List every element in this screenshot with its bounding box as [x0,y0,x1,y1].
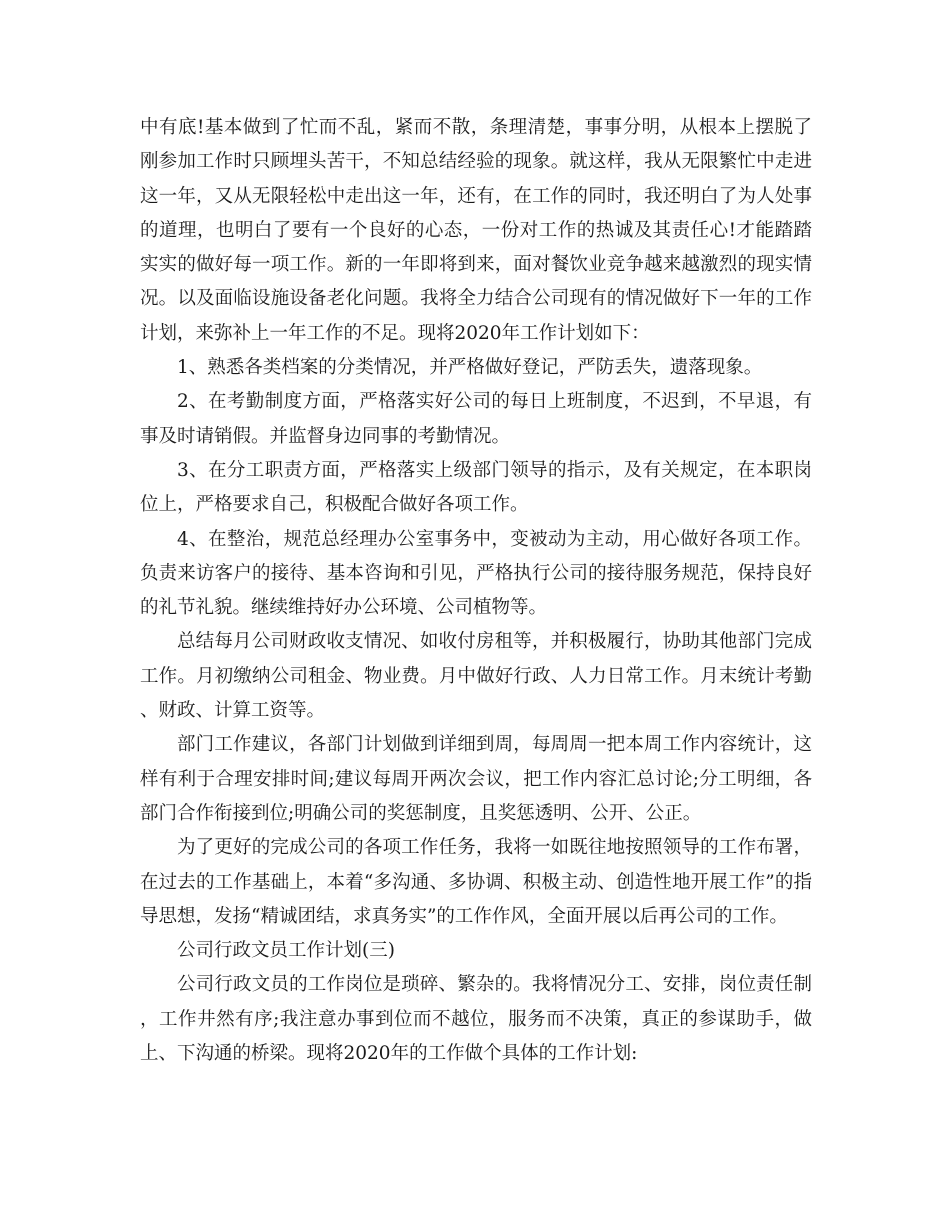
paragraph-item-1: 1、熟悉各类档案的分类情况，并严格做好登记，严防丢失，遗落现象。 [177,357,763,379]
document-body [140,111,812,1071]
paragraph-item-4: 4、在整治，规范总经理办公室事务中，变被动为主动，用心做好各项工作。负责来访客户的接待、基本咨询和引见，严格执行公司的接待服务规范，保持良好的礼节礼貌。继续维持好办公环境、公司植物等。 [140,528,812,619]
paragraph-item-2: 2、在考勤制度方面，严格落实好公司的每日上班制度，不迟到，不早退，有事及时请销假。并监督身边同事的考勤情况。 [140,391,812,447]
paragraph-department-suggestions: 部门工作建议，各部门计划做到详细到周，每周周一把本周工作内容统计，这样有利于合理安排时间;建议每周开两次会议，把工作内容汇总讨论;分工明细，各部门合作衔接到位;明确公司的奖惩制度，且奖惩透明、公开、公正。 [140,734,812,824]
paragraph-item-3: 3、在分工职责方面，严格落实上级部门领导的指示，及有关规定，在本职岗位上，严格要求自己，积极配合做好各项工作。 [140,459,812,516]
paragraph-section-intro: 公司行政文员的工作岗位是琐碎、繁杂的。我将情况分工、安排，岗位责任制，工作井然有序;我注意办事到位而不越位，服务而不决策，真正的参谋助手，做上、下沟通的桥梁。现将2020年的工作做个具体的工作计划: [140,974,812,1065]
section-heading: 公司行政文员工作计划(三) [177,940,395,962]
paragraph-monthly-summary: 总结每月公司财政收支情况、如收付房租等，并积极履行，协助其他部门完成工作。月初缴纳公司租金、物业费。月中做好行政、人力日常工作。月末统计考勤、财政、计算工资等。 [140,631,812,722]
paragraph-closing: 为了更好的完成公司的各项工作任务，我将一如既往地按照领导的工作布署，在过去的工作基础上，本着“多沟通、多协调、积极主动、创造性地开展工作”的指导思想，发扬“精诚团结，求真务实”的工作作风，全面开展以后再公司的工作。 [140,837,812,927]
paragraph-intro: 中有底!基本做到了忙而不乱，紧而不散，条理清楚，事事分明，从根本上摆脱了刚参加工作时只顾埋头苦干，不知总结经验的现象。就这样，我从无限繁忙中走进这一年，又从无限轻松中走出这一年，还有，在工作的同时，我还明白了为人处事的道理，也明白了要有一个良好的心态，一份对工作的热诚及其责任心!才能踏踏实实的做好每一项工作。新的一年即将到来，面对餐饮业竞争越来越激烈的现实情况。以及面临设施设备老化问题。我将全力结合公司现有的情况做好下一年的工作计划，来弥补上一年工作的不足。现将2020年工作计划如下： [140,117,813,344]
